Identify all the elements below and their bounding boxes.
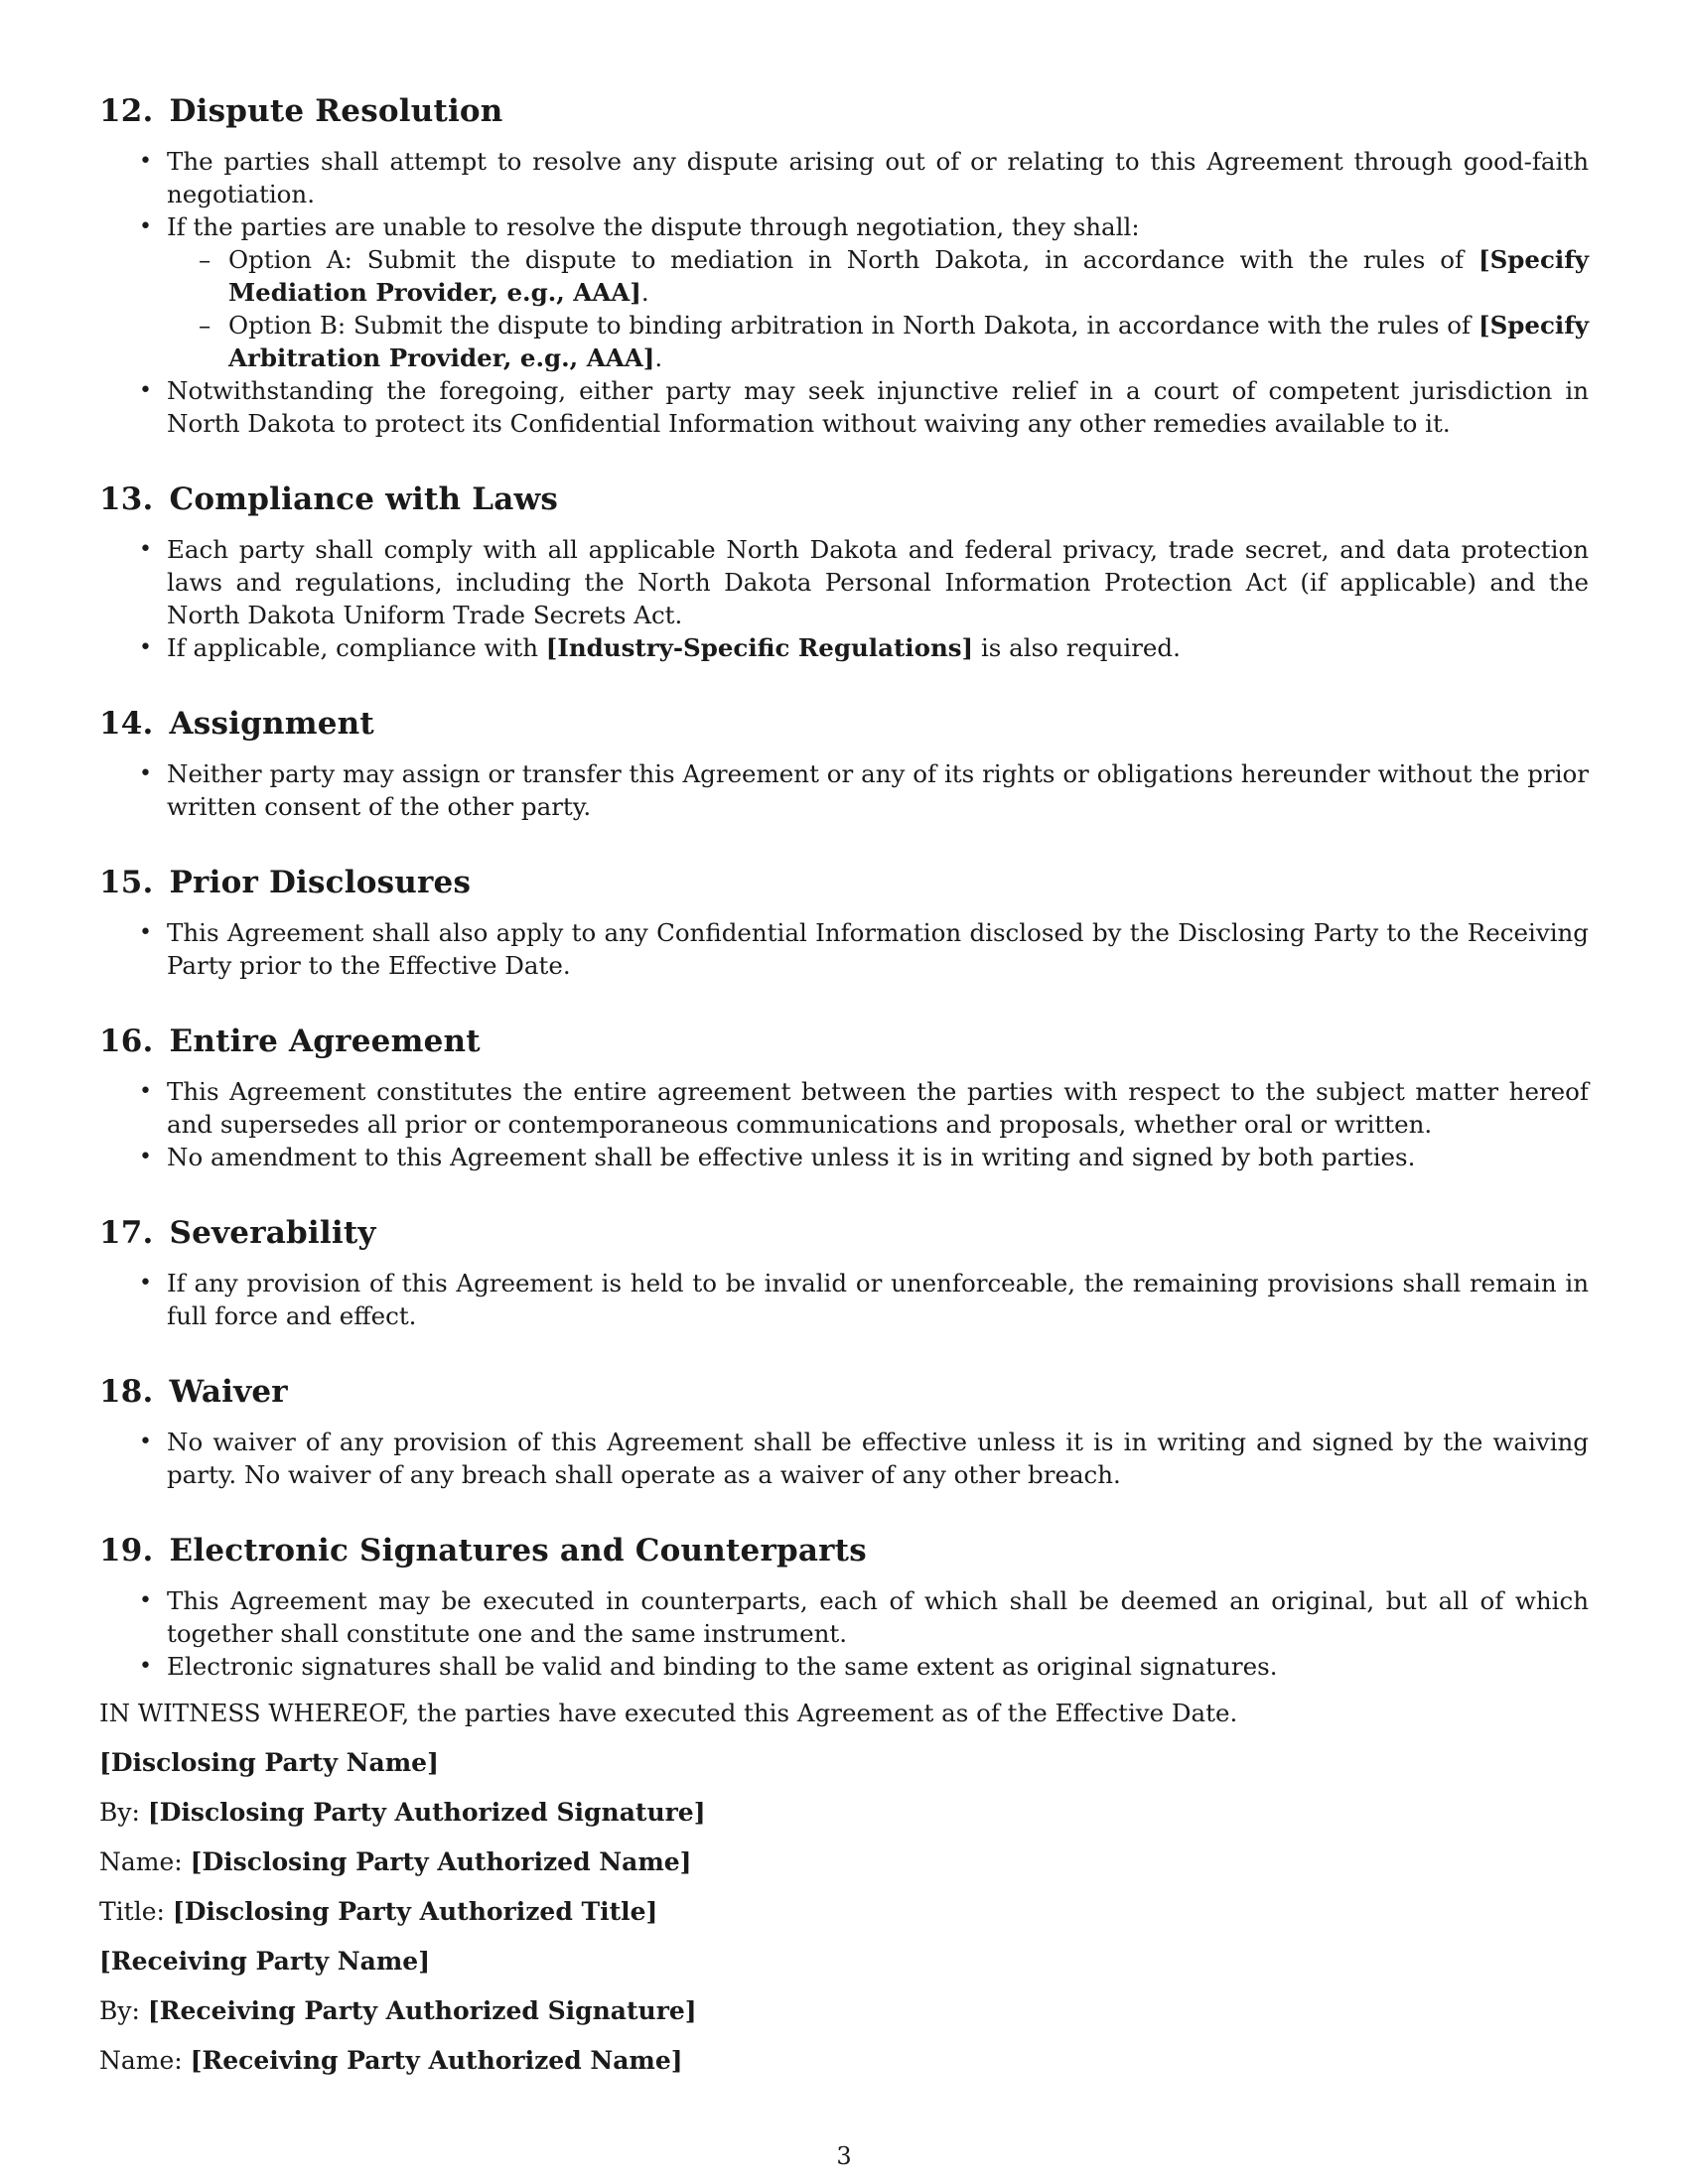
option-a-text: Option A: Submit the dispute to mediation in North Dakota, in accordance with the rules of xyxy=(228,245,1478,274)
section-number: 19. xyxy=(99,1533,154,1569)
sub-list-item xyxy=(167,309,1589,374)
receiving-name-placeholder: [Receiving Party Authorized Name] xyxy=(190,2046,683,2075)
sub-list xyxy=(167,243,1589,374)
section-severability xyxy=(99,1213,1589,1332)
list-item: • This Agreement shall also apply to any Confidential Information disclosed by the Disclosing Party to the Receiving Party prior to the Effective Date. xyxy=(99,916,1589,982)
list-item-text: is also required. xyxy=(973,633,1181,662)
bullet-list xyxy=(99,1075,1589,1173)
name-label: Name: xyxy=(99,2046,191,2075)
section-title: Dispute Resolution xyxy=(169,93,503,129)
receiving-signature-line xyxy=(99,1994,1589,2027)
section-title: Prior Disclosures xyxy=(169,865,472,900)
section-heading xyxy=(99,1022,1589,1061)
section-number: 14. xyxy=(99,706,154,742)
witness-statement: IN WITNESS WHEREOF, the parties have executed this Agreement as of the Effective Date. xyxy=(99,1699,1238,1727)
punctuation: . xyxy=(640,278,649,307)
section-compliance-with-laws xyxy=(99,479,1589,664)
bullet-list xyxy=(99,533,1589,664)
list-item: • This Agreement may be executed in counterparts, each of which shall be deemed an original, but all of which together shall constitute one and the same instrument. xyxy=(99,1584,1589,1650)
list-item: • Neither party may assign or transfer this Agreement or any of its rights or obligations hereunder without the prior written consent of the other party. xyxy=(99,757,1589,823)
bullet-list xyxy=(99,757,1589,823)
signature-block xyxy=(99,1746,1589,2077)
section-heading xyxy=(99,1213,1589,1253)
section-entire-agreement xyxy=(99,1022,1589,1173)
bullet-list xyxy=(99,1426,1589,1491)
section-number: 12. xyxy=(99,93,154,129)
disclosing-name-line xyxy=(99,1845,1589,1878)
receiving-signature-placeholder: [Receiving Party Authorized Signature] xyxy=(147,1996,697,2025)
section-number: 15. xyxy=(99,865,154,900)
mediation-provider-placeholder: [Specify Mediation Provider, e.g., AAA] xyxy=(228,245,1589,307)
option-b-text: Option B: Submit the dispute to binding arbitration in North Dakota, in accordance with the rules of xyxy=(228,311,1478,340)
section-title: Waiver xyxy=(169,1374,288,1410)
list-item: • No amendment to this Agreement shall be effective unless it is in writing and signed by both parties. xyxy=(99,1141,1589,1173)
section-electronic-signatures xyxy=(99,1531,1589,1683)
section-title: Electronic Signatures and Counterparts xyxy=(169,1533,867,1569)
bullet-list xyxy=(99,145,1589,440)
section-prior-disclosures xyxy=(99,863,1589,982)
disclosing-name-placeholder: [Disclosing Party Authorized Name] xyxy=(190,1847,692,1876)
bullet-list xyxy=(99,1267,1589,1332)
title-label: Title: xyxy=(99,1897,173,1926)
by-label: By: xyxy=(99,1996,148,2025)
section-assignment xyxy=(99,704,1589,823)
disclosing-signature-placeholder: [Disclosing Party Authorized Signature] xyxy=(147,1798,706,1827)
list-item-text: If the parties are unable to resolve the dispute through negotiation, they shall: xyxy=(167,212,1140,241)
list-item: • Each party shall comply with all applicable North Dakota and federal privacy, trade secret, and data protection laws and regulations, including the North Dakota Personal Information Protection Act (if applicable) and the North Dakota Uniform Trade Secrets Act. xyxy=(99,533,1589,631)
section-dispute-resolution xyxy=(99,91,1589,440)
list-item-text: If applicable, compliance with xyxy=(167,633,546,662)
disclosing-title-line xyxy=(99,1895,1589,1928)
list-item: • This Agreement constitutes the entire agreement between the parties with respect to the subject matter hereof and supersedes all prior or contemporaneous communications and proposals, whether oral or written. xyxy=(99,1075,1589,1141)
section-title: Assignment xyxy=(169,706,374,742)
list-item: • Electronic signatures shall be valid and binding to the same extent as original signatures. xyxy=(99,1650,1589,1683)
section-title: Compliance with Laws xyxy=(169,481,559,517)
list-item: • Notwithstanding the foregoing, either party may seek injunctive relief in a court of competent jurisdiction in North Dakota to protect its Confidential Information without waiving any other remedies available to it. xyxy=(99,374,1589,440)
disclosing-signature-line xyxy=(99,1796,1589,1829)
disclosing-title-placeholder: [Disclosing Party Authorized Title] xyxy=(172,1897,658,1926)
receiving-party-name: [Receiving Party Name] xyxy=(99,1947,431,1976)
punctuation: . xyxy=(654,343,663,372)
sub-list-item xyxy=(167,243,1589,309)
list-item xyxy=(99,631,1589,664)
section-number: 16. xyxy=(99,1024,154,1059)
list-item: • The parties shall attempt to resolve any dispute arising out of or relating to this Agreement through good-faith negotiation. xyxy=(99,145,1589,210)
document-page xyxy=(99,91,1589,2077)
regulations-placeholder: [Industry-Specific Regulations] xyxy=(545,633,974,662)
page-number: 3 xyxy=(836,2142,852,2170)
list-item: • No waiver of any provision of this Agreement shall be effective unless it is in writing and signed by the waiving party. No waiver of any breach shall operate as a waiver of any other breach. xyxy=(99,1426,1589,1491)
arbitration-provider-placeholder: [Specify Arbitration Provider, e.g., AAA] xyxy=(228,311,1589,372)
disclosing-party-name: [Disclosing Party Name] xyxy=(99,1748,439,1777)
section-number: 13. xyxy=(99,481,154,517)
section-heading xyxy=(99,863,1589,902)
by-label: By: xyxy=(99,1798,148,1827)
list-item xyxy=(99,210,1589,374)
section-title: Severability xyxy=(169,1215,376,1251)
bullet-list xyxy=(99,1584,1589,1683)
receiving-name-line xyxy=(99,2044,1589,2077)
section-heading xyxy=(99,1531,1589,1570)
section-number: 17. xyxy=(99,1215,154,1251)
section-heading xyxy=(99,91,1589,131)
section-heading xyxy=(99,479,1589,519)
section-number: 18. xyxy=(99,1374,154,1410)
bullet-list xyxy=(99,916,1589,982)
section-title: Entire Agreement xyxy=(169,1024,481,1059)
name-label: Name: xyxy=(99,1847,191,1876)
section-heading xyxy=(99,704,1589,744)
section-heading xyxy=(99,1372,1589,1412)
section-waiver xyxy=(99,1372,1589,1491)
list-item: • If any provision of this Agreement is held to be invalid or unenforceable, the remaining provisions shall remain in full force and effect. xyxy=(99,1267,1589,1332)
